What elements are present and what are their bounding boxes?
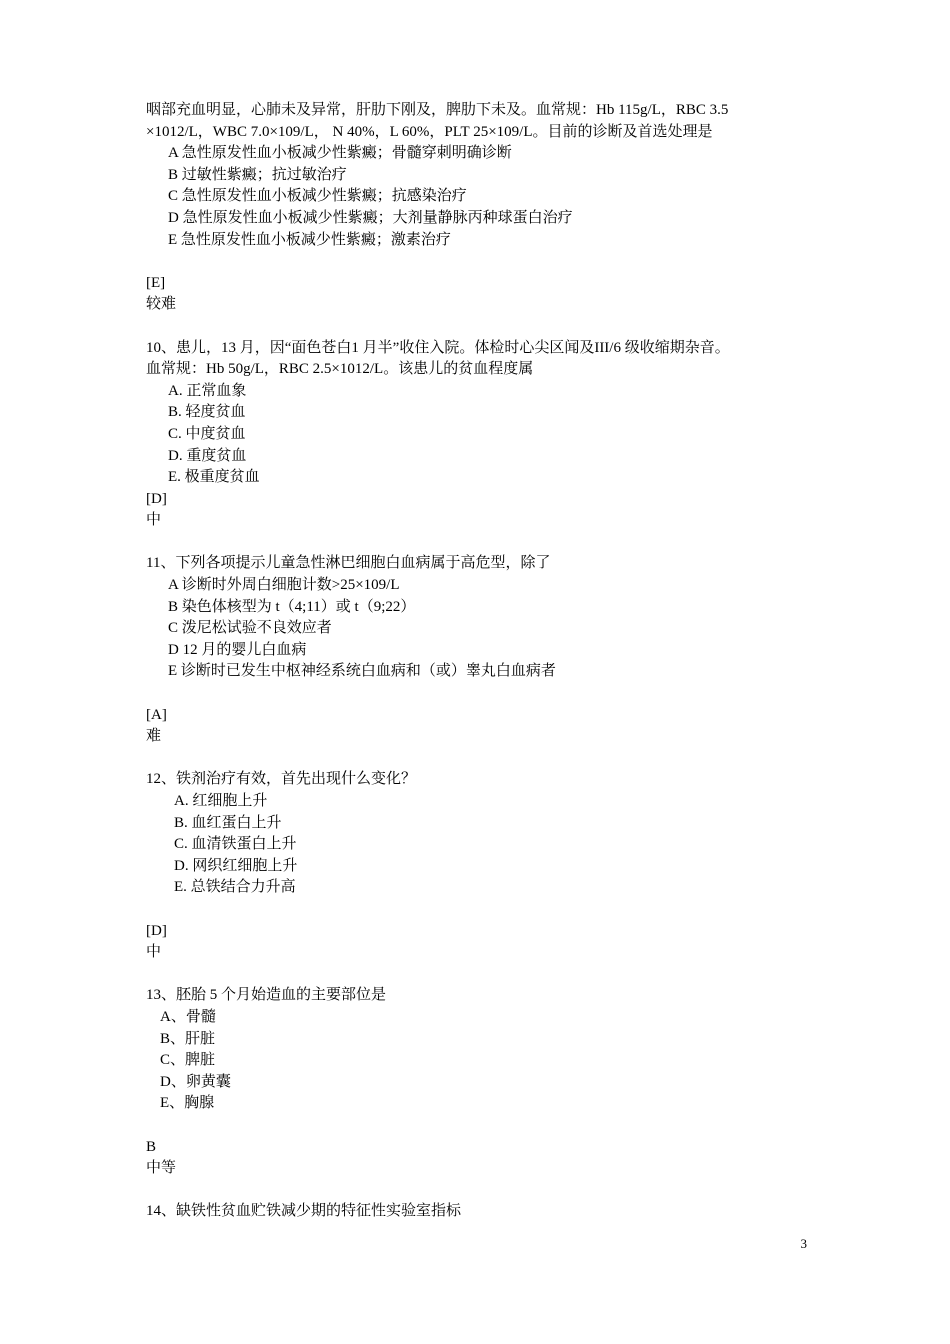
q10-option-c: C. 中度贫血 (168, 425, 246, 442)
q9-option-e: E 急性原发性血小板减少性紫癜；激素治疗 (168, 231, 451, 248)
q12-option-d: D. 网织红细胞上升 (174, 857, 298, 874)
q11-stem: 11、下列各项提示儿童急性淋巴细胞白血病属于高危型，除了 (146, 555, 551, 572)
q11-option-e: E 诊断时已发生中枢神经系统白血病和（或）睾丸白血病者 (168, 663, 556, 680)
spacer (146, 964, 826, 986)
q9-stem-line1: 咽部充血明显，心肺未及异常，肝肋下刚及，脾肋下未及。血常规：Hb 115g/L，RBC 3.5 (146, 102, 729, 118)
spacer (146, 683, 826, 705)
q11-option-c: C 泼尼松试验不良效应者 (168, 620, 332, 637)
q12-option-a: A. 红细胞上升 (174, 793, 268, 809)
spacer (146, 316, 826, 338)
q11-answer: [A] (146, 706, 167, 723)
q11-option-d: D 12 月的婴儿白血病 (168, 641, 307, 658)
q13-option-d: D、卵黄囊 (160, 1073, 231, 1090)
q12-difficulty: 中 (146, 944, 162, 961)
q12-stem: 12、铁剂治疗有效，首先出现什么变化？ (146, 771, 417, 788)
q9-difficulty: 较难 (146, 296, 177, 313)
q11-difficulty: 难 (146, 728, 162, 745)
q10-stem-line2: 血常规：Hb 50g/L，RBC 2.5×1012/L。该患儿的贫血程度属 (146, 361, 534, 378)
spacer (146, 899, 826, 921)
q10-difficulty: 中 (146, 512, 162, 529)
q11-option-a: A 诊断时外周白细胞计数>25×109/L (168, 577, 400, 594)
spacer (146, 748, 826, 770)
spacer (146, 1180, 826, 1202)
q10-option-d: D. 重度贫血 (168, 447, 247, 464)
q13-answer: B (146, 1138, 157, 1155)
q11-option-b: B 染色体核型为 t（4;11）或 t（9;22） (168, 598, 416, 615)
q13-difficulty: 中等 (146, 1160, 177, 1177)
spacer (146, 532, 826, 554)
q9-answer: [E] (146, 274, 166, 291)
q9-option-a: A 急性原发性血小板减少性紫癜；骨髓穿刺明确诊断 (168, 145, 512, 162)
spacer (146, 1115, 826, 1137)
page-number: 3 (800, 1236, 807, 1251)
q10-option-b: B. 轻度贫血 (168, 404, 246, 421)
q12-answer: [D] (146, 922, 167, 939)
q10-stem-line1: 10、患儿，13 月，因“面色苍白1 月半”收住入院。体检时心尖区闻及III/6 级收缩期杂音。 (146, 339, 730, 356)
q13-option-a: A、骨髓 (160, 1008, 216, 1025)
q13-option-e: E、胸腺 (160, 1095, 215, 1112)
q14-stem: 14、缺铁性贫血贮铁减少期的特征性实验室指标 (146, 1203, 462, 1220)
q13-stem: 13、胚胎 5 个月始造血的主要部位是 (146, 987, 387, 1004)
q12-option-e: E. 总铁结合力升高 (174, 879, 296, 896)
document-page (146, 100, 826, 1223)
q13-option-b: B、肝脏 (160, 1030, 216, 1047)
q10-option-a: A. 正常血象 (168, 382, 247, 399)
q10-option-e: E. 极重度贫血 (168, 469, 260, 486)
q12-option-b: B. 血红蛋白上升 (174, 814, 282, 831)
q13-option-c: C、脾脏 (160, 1052, 216, 1069)
spacer (146, 251, 826, 273)
q9-option-b: B 过敏性紫癜；抗过敏治疗 (168, 166, 347, 183)
q12-option-c: C. 血清铁蛋白上升 (174, 836, 297, 853)
q9-stem-line2: ×1012/L，WBC 7.0×109/L， N 40%，L 60%，PLT 25×109/L。目前的诊断及首选处理是 (146, 123, 713, 140)
q9-option-c: C 急性原发性血小板减少性紫癜；抗感染治疗 (168, 188, 467, 205)
q10-answer: [D] (146, 490, 167, 507)
q9-option-d: D 急性原发性血小板减少性紫癜；大剂量静脉丙种球蛋白治疗 (168, 209, 573, 226)
